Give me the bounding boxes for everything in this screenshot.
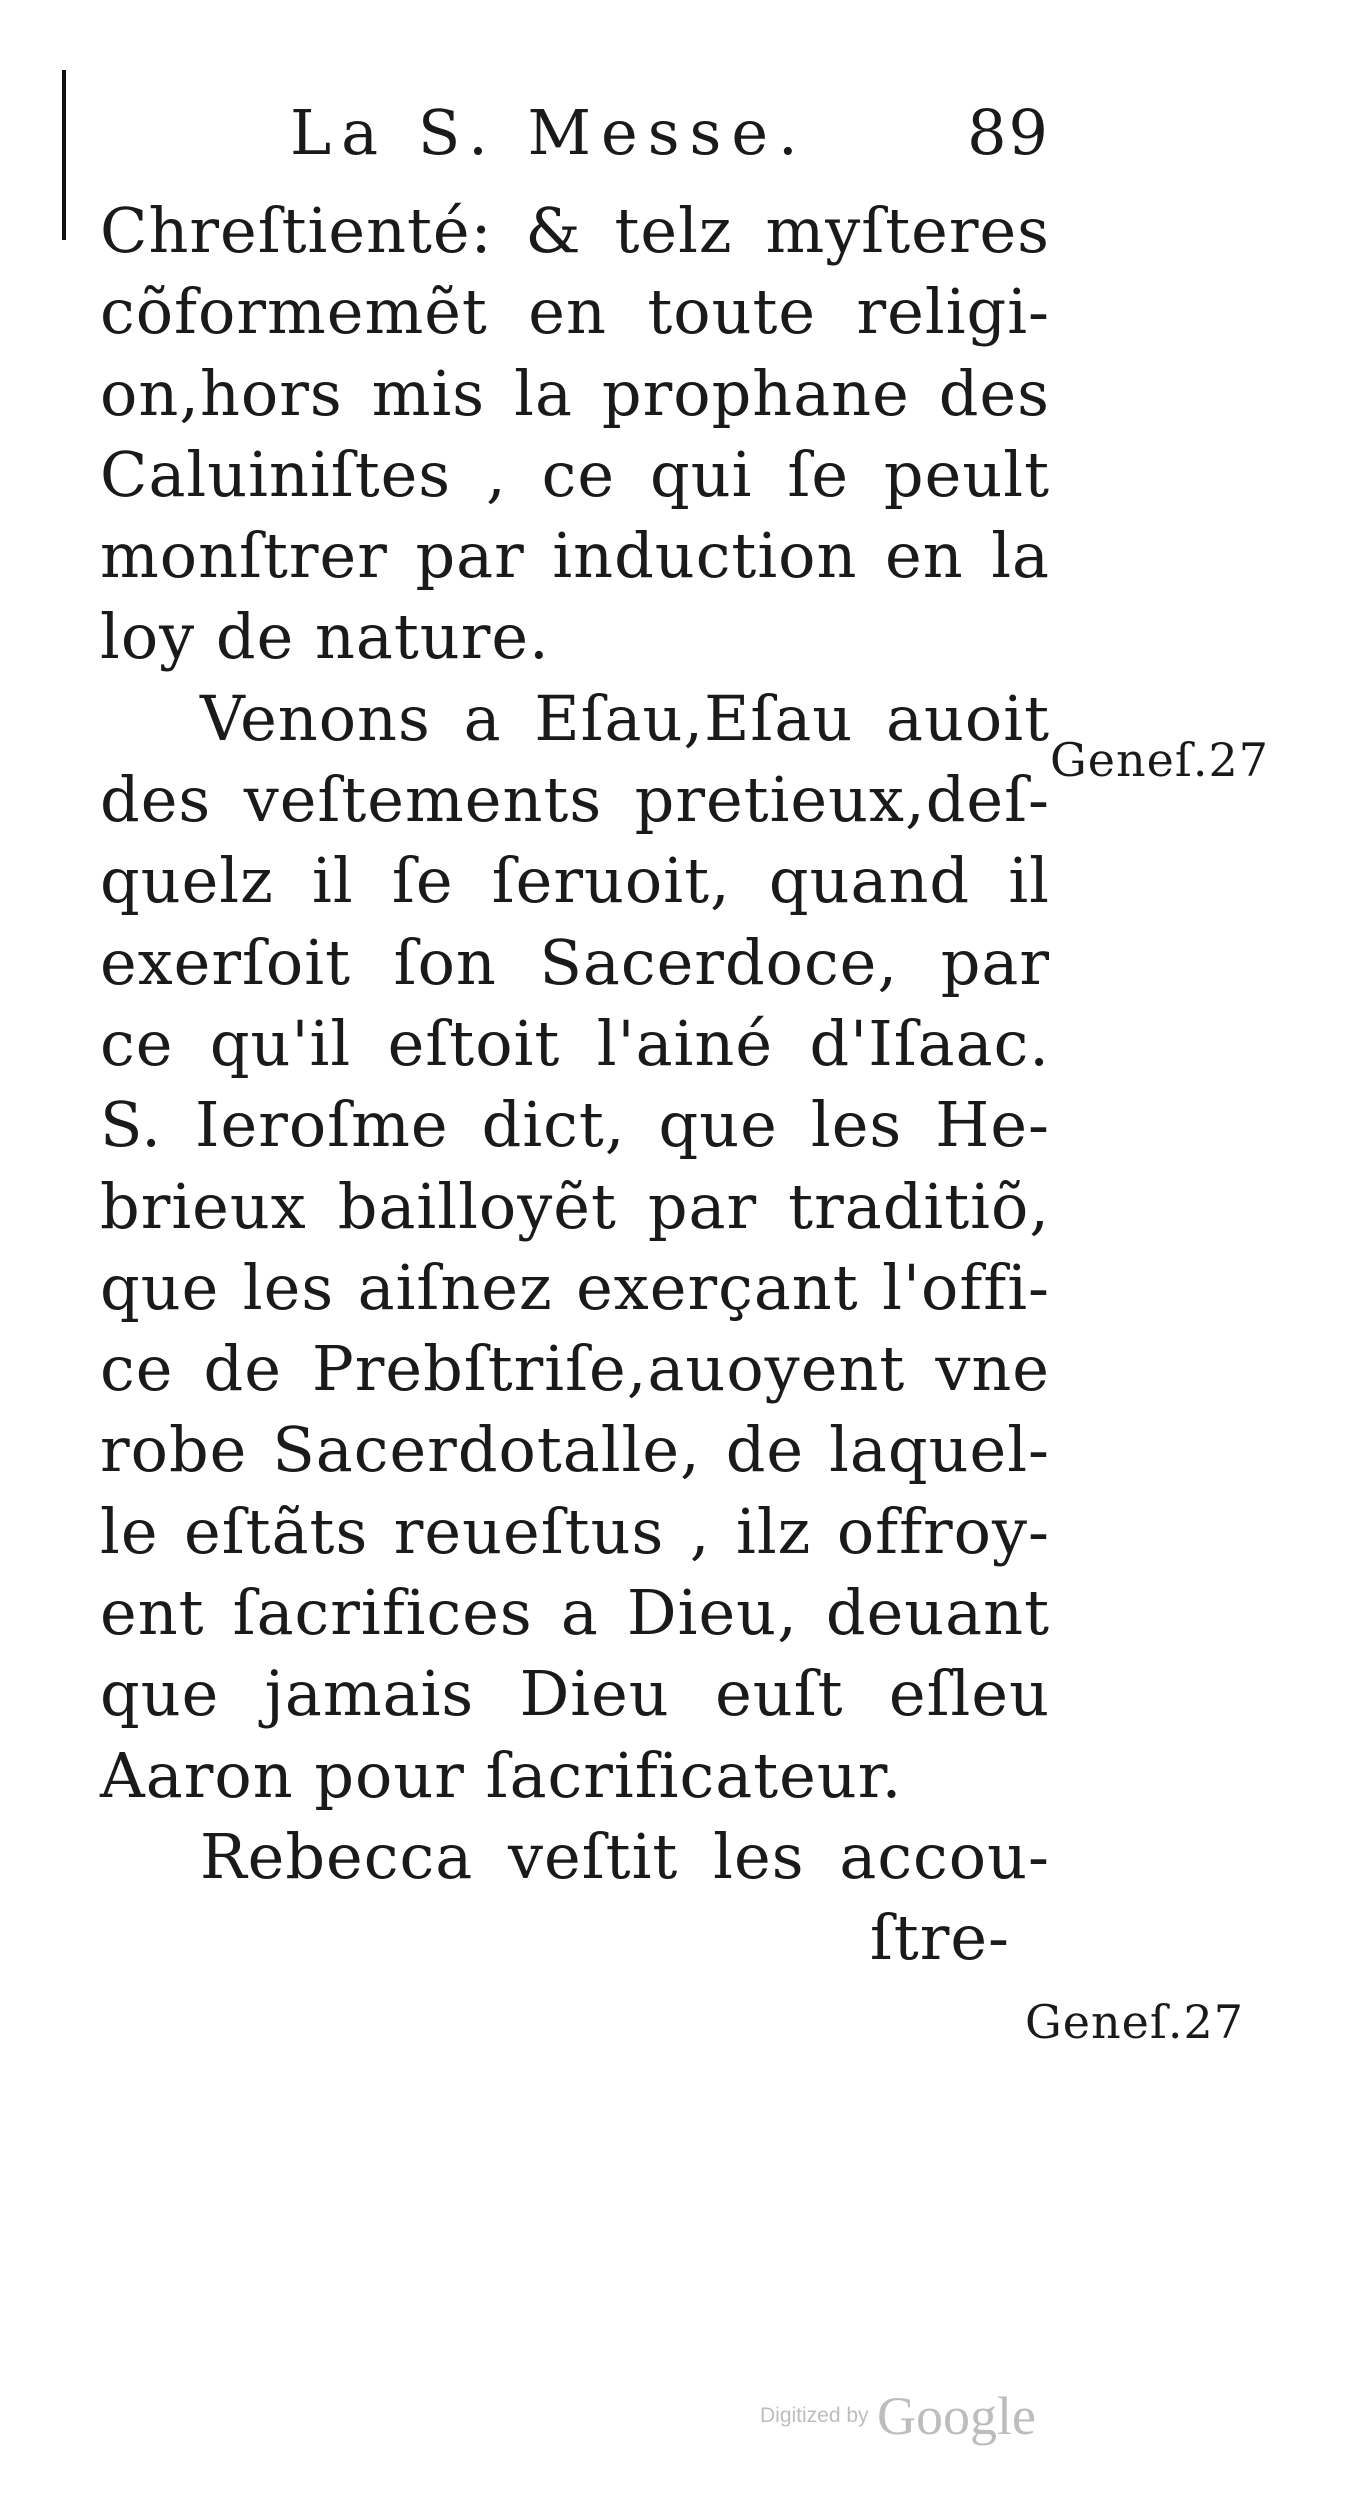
margin-note-genesis-1: Geneſ.27 xyxy=(1050,733,1269,787)
text-line: le eſtãts reueſtus , ilz offroy- xyxy=(100,1494,1050,1568)
text-line: loy de nature. xyxy=(100,600,550,674)
text-line: que les aiſnez exerçant l'offi- xyxy=(100,1250,1050,1324)
text-line: que jamais Dieu euſt eſleu xyxy=(100,1657,1050,1731)
left-page-edge xyxy=(62,70,66,240)
digitized-label: Digitized by xyxy=(760,2404,869,2427)
text-line: Aaron pour ſacrificateur. xyxy=(100,1738,903,1812)
text-line: brieux bailloyẽt par traditiõ, xyxy=(100,1169,1050,1243)
text-line: quelz il ſe ſeruoit, quand il xyxy=(100,844,1050,918)
text-line: Rebecca veſtit les accou- xyxy=(200,1819,1050,1893)
text-line: robe Sacerdotalle, de laquel- xyxy=(100,1413,1050,1487)
text-line: ce de Prebſtriſe,auoyent vne xyxy=(100,1332,1050,1406)
google-logo: Google xyxy=(877,2386,1036,2446)
text-line: cõformemẽt en toute religi- xyxy=(100,275,1050,349)
text-line: on,hors mis la prophane des xyxy=(100,356,1050,430)
catchword: ſtre- xyxy=(869,1901,1010,1975)
text-line: des veſtements pretieux,deſ- xyxy=(100,763,1050,837)
body-text xyxy=(100,190,1050,1979)
text-line: ent ſacrifices a Dieu, deuant xyxy=(100,1576,1050,1650)
digitized-watermark xyxy=(760,2385,1036,2447)
text-line: monſtrer par induction en la xyxy=(100,519,1050,593)
margin-note-genesis-2: Geneſ.27 xyxy=(1025,1995,1244,2049)
text-line: Caluiniſtes , ce qui ſe peult xyxy=(100,437,1050,511)
text-line: exerſoit ſon Sacerdoce, par xyxy=(100,925,1050,999)
header-title: La S. Messe. xyxy=(290,96,808,169)
text-line: Venons a Eſau,Eſau auoit xyxy=(200,681,1050,755)
text-line: ce qu'il eſtoit l'ainé d'Iſaac. xyxy=(100,1006,1050,1080)
running-header xyxy=(290,96,1050,176)
page-number: 89 xyxy=(967,96,1050,169)
text-line: S. Ieroſme dict, que les He- xyxy=(100,1088,1050,1162)
text-line: Chreſtienté: & telz myſteres xyxy=(100,194,1050,267)
